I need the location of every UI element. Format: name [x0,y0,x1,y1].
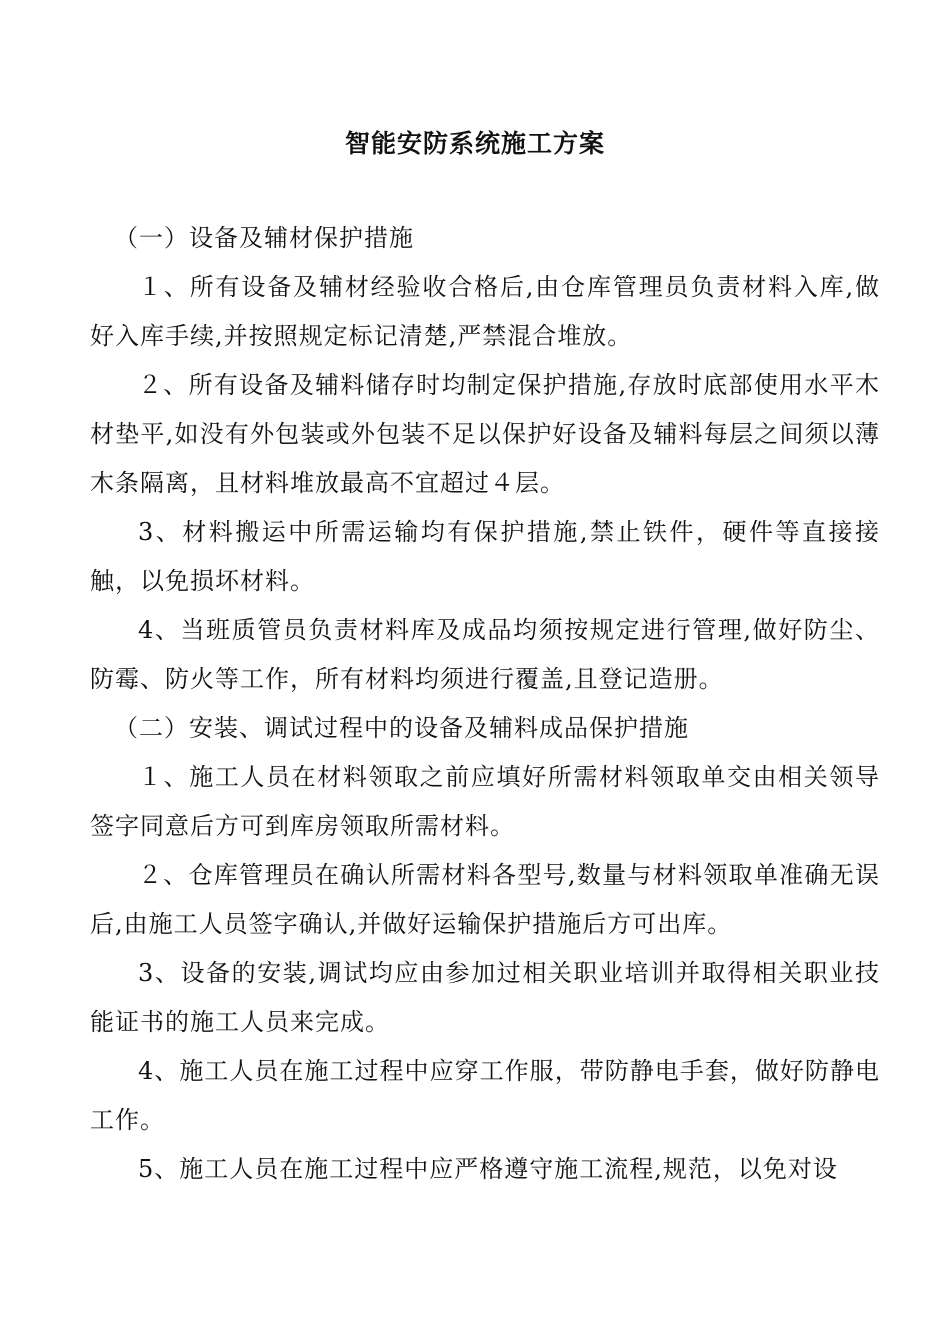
section-1-item-2: ２、所有设备及辅料储存时均制定保护措施,存放时底部使用水平木材垫平,如没有外包装或外包装不足以保护好设备及辅料每层之间须以薄木条隔离，且材料堆放最高不宜超过４层。 [90,371,880,497]
section-2-item-5: 5、施工人员在施工过程中应严格遵守施工流程,规范，以免对设 [138,1155,838,1183]
document-body [90,214,880,1194]
section-2-item-2: ２、仓库管理员在确认所需材料各型号,数量与材料领取单准确无误后,由施工人员签字确认,并做好运输保护措施后方可出库。 [90,861,880,938]
section-2-item-3: 3、设备的安装,调试均应由参加过相关职业培训并取得相关职业技能证书的施工人员来完成。 [90,959,880,1036]
section-heading-1: （一）设备及辅材保护措施 [114,224,414,252]
section-2-item-4: 4、施工人员在施工过程中应穿工作服，带防静电手套，做好防静电工作。 [90,1057,880,1134]
section-heading-2: （二）安装、调试过程中的设备及辅料成品保护措施 [114,714,689,742]
section-1-item-3: 3、材料搬运中所需运输均有保护措施,禁止铁件，硬件等直接接触，以免损坏材料。 [90,518,880,595]
section-2-item-1: １、施工人员在材料领取之前应填好所需材料领取单交由相关领导签字同意后方可到库房领取所需材料。 [90,763,880,840]
section-1-item-4: 4、当班质管员负责材料库及成品均须按规定进行管理,做好防尘、防霉、防火等工作，所有材料均须进行覆盖,且登记造册。 [90,616,880,693]
document-title: 智能安防系统施工方案 [344,129,605,158]
section-1-item-1: １、所有设备及辅材经验收合格后,由仓库管理员负责材料入库,做好入库手续,并按照规定标记清楚,严禁混合堆放。 [90,273,880,350]
